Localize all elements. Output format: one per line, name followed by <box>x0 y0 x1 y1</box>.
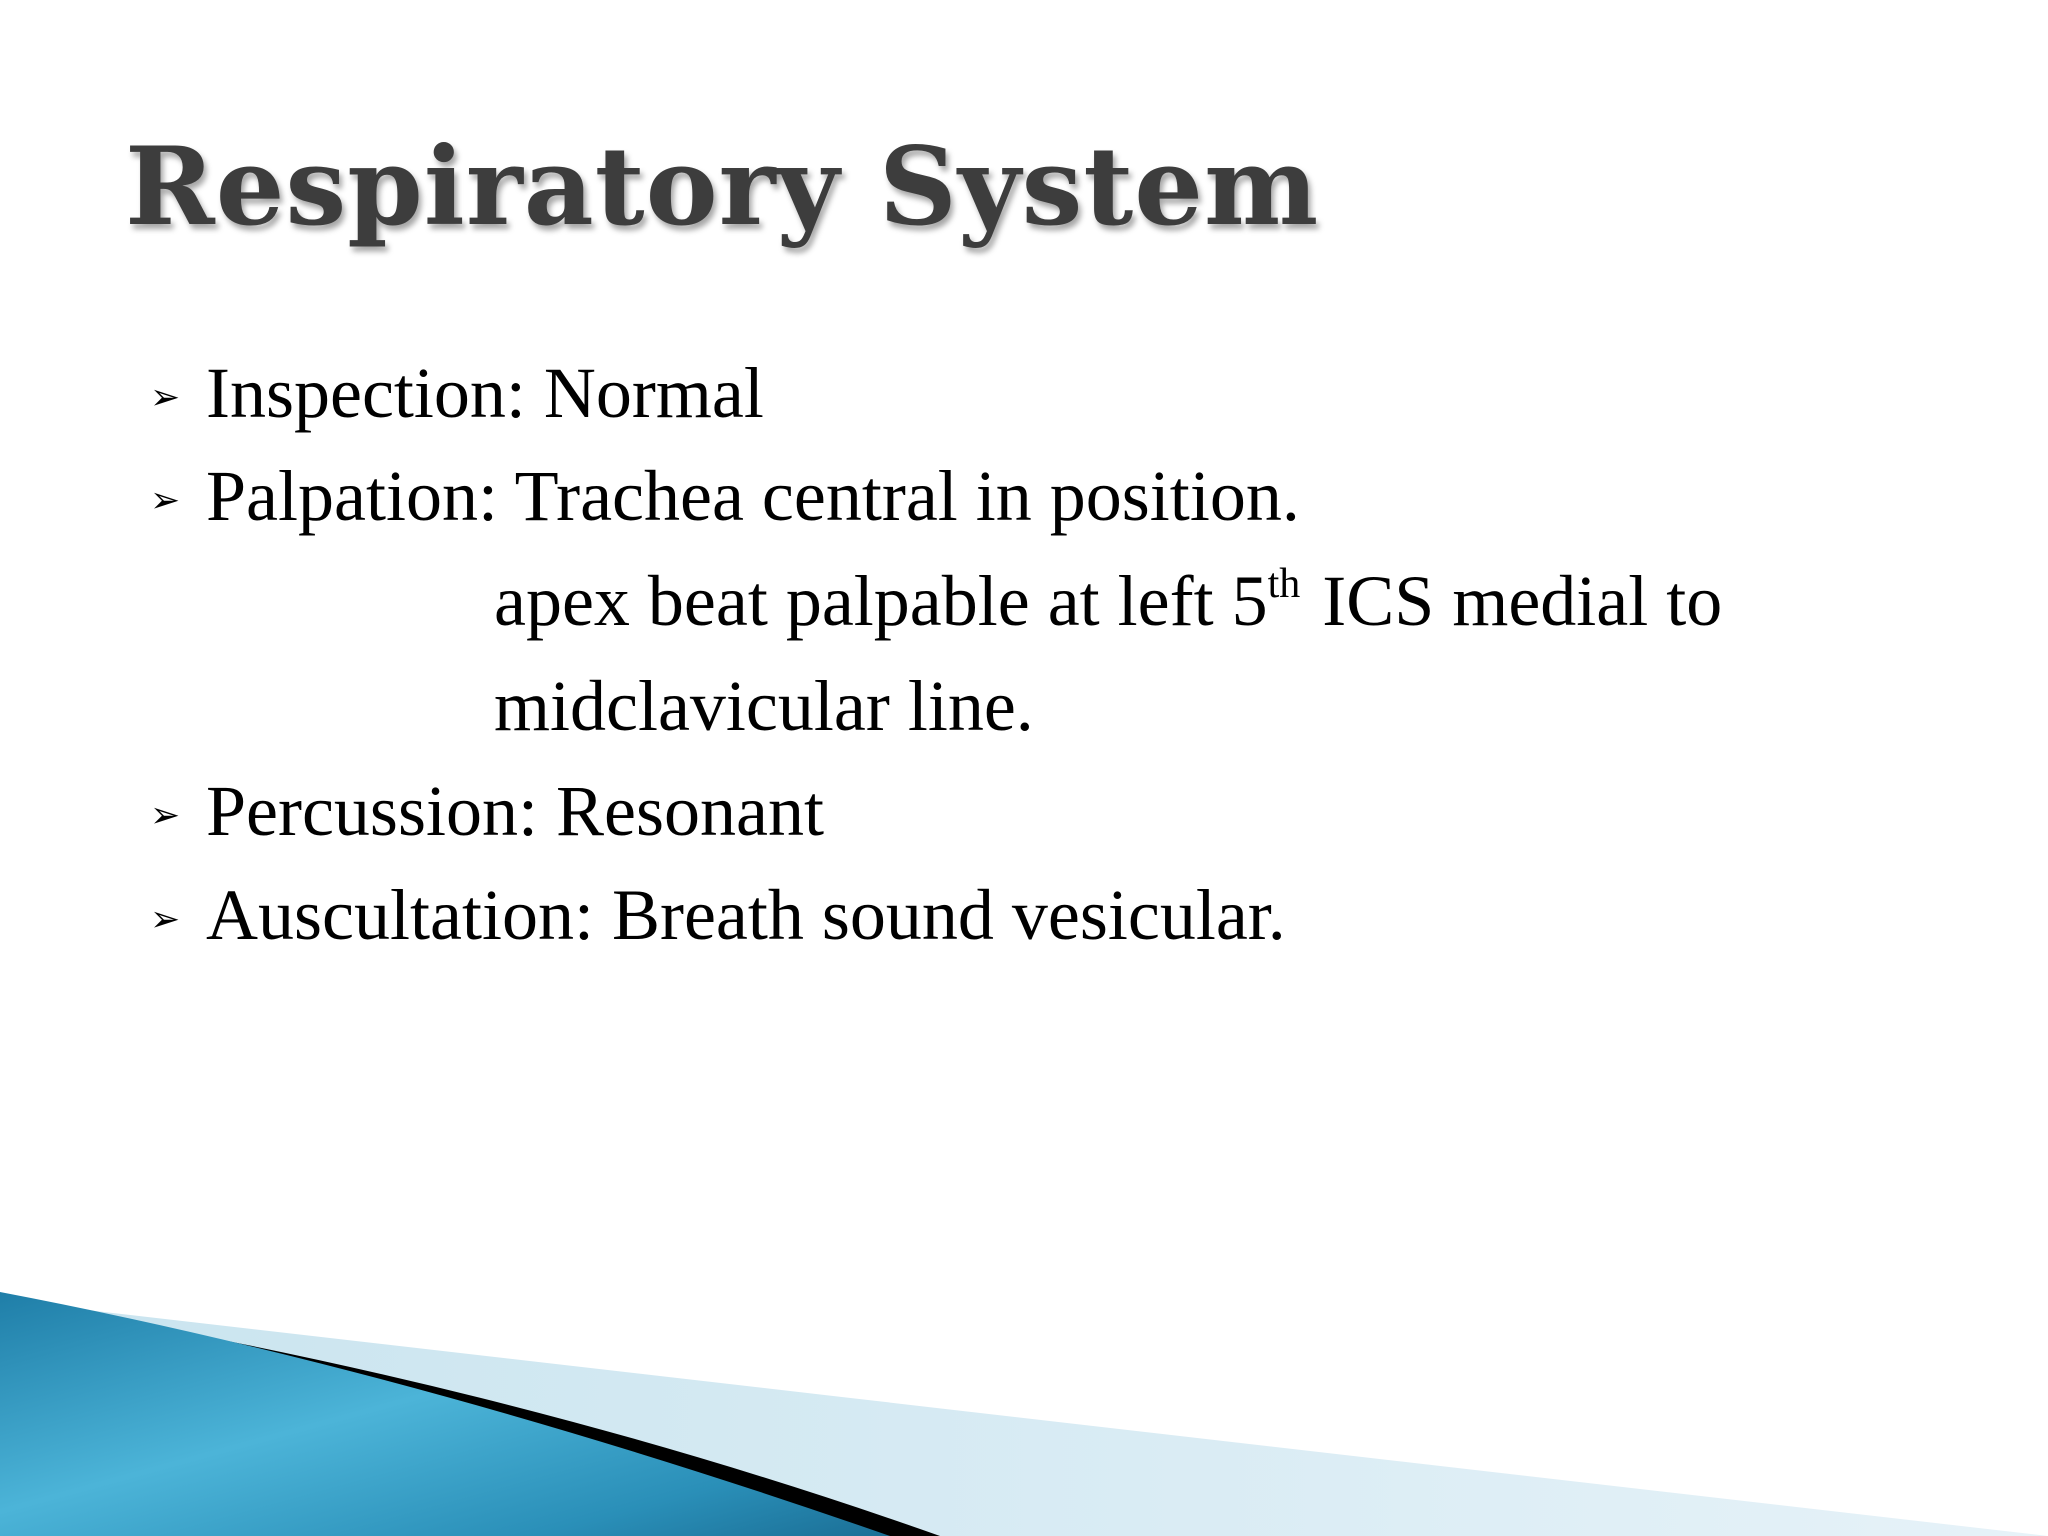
arrowhead-bullet-icon: ➢ <box>150 795 181 836</box>
slide-title: Respiratory System <box>125 124 1320 250</box>
arrowhead-bullet-icon: ➢ <box>150 899 181 940</box>
ordinal-suffix: th <box>1267 561 1301 607</box>
arrowhead-bullet-icon: ➢ <box>150 480 181 521</box>
apex-beat-text: apex beat palpable at left 5 <box>494 561 1268 641</box>
arrowhead-bullet-icon: ➢ <box>150 377 181 418</box>
list-item-palpation-continued-2: midclavicular line. <box>494 666 1034 746</box>
apex-beat-text-end: ICS medial to <box>1304 561 1723 641</box>
list-item-auscultation: Auscultation: Breath sound vesicular. <box>206 875 1286 955</box>
list-item-palpation: Palpation: Trachea central in position. <box>206 456 1300 536</box>
list-item-inspection: Inspection: Normal <box>206 353 764 433</box>
list-item-percussion: Percussion: Resonant <box>206 771 824 851</box>
list-item-palpation-continued <box>494 561 1723 641</box>
